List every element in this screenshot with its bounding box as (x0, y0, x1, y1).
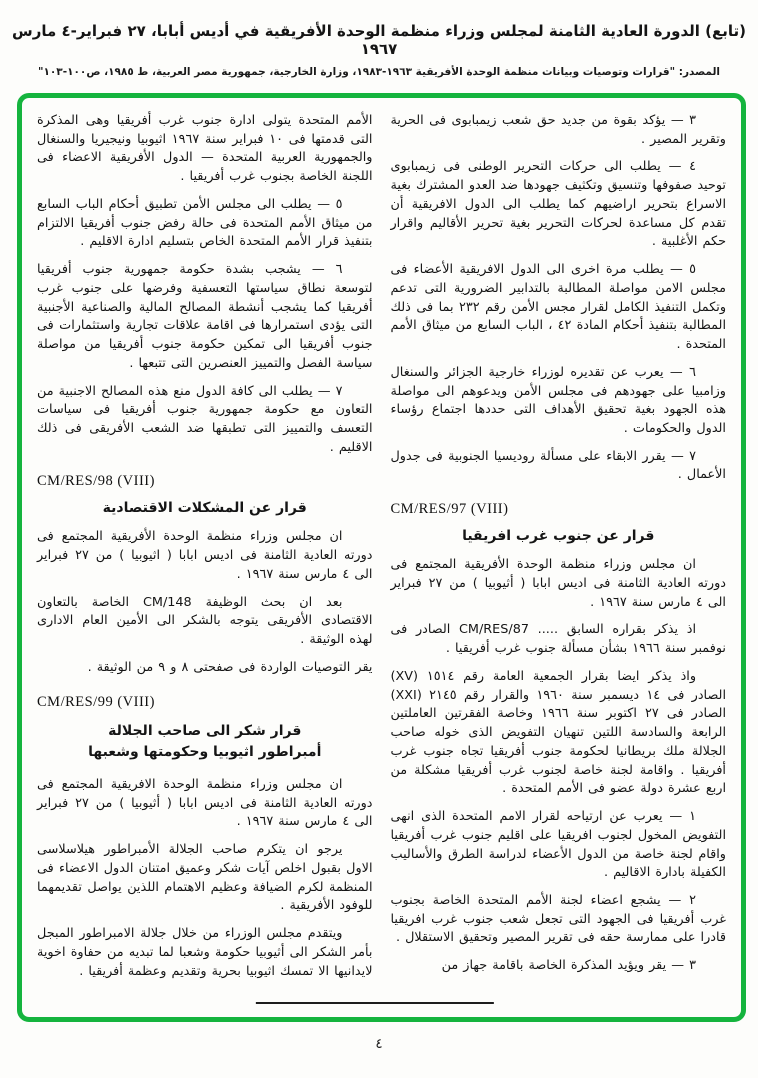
right-column (391, 112, 727, 1007)
paragraph: واذ يذكر ايضا بقرار الجمعية العامة رقم ١٥١٤ (XV) الصادر فى ١٤ ديسمبر سنة ١٩٦٠ والقرار رقم ٢١٤٥ (XXI) الصادر فى ٢٧ اكتوبر سنة ١٩٦٦ وخاصة الفقرتين العاملتين الرابعة والسادسة اللتين تنهيان التفويض الذى خوله صاحب الجلالة ملك بريطانيا لحكومة جنوب أفريقيا تجاه جنوب غرب أفريقيا . واقامة لجنة خاصة لجنوب غرب أفريقيا مشكلة من اربع عشرة دولة عضو فى الأمم المتحدة . (390, 668, 727, 797)
paragraph: الأمم المتحدة يتولى ادارة جنوب غرب أفريقيا وهى المذكرة التى قدمتها فى ١٠ فبراير سنة ١٩٦٧ اثيوبيا ونيجيريا والسنغال والجمهورية العربية المتحدة — الدول الأفريقية الاعضاء فى اللجنة الخاصة بجنوب غرب أفريقيا . (37, 113, 373, 185)
paragraph: ان مجلس وزراء منظمة الوحدة الأفريقية المجتمع فى دورته العادية الثامنة فى اديس ابابا ( أثيوبيا ) من ٢٧ فبراير الى ٤ مارس سنة ١٩٦٧ . (390, 557, 726, 610)
paragraph: ٥ — يطلب مرة اخرى الى الدول الافريقية الأعضاء فى مجلس الامن مواصلة المطالبة بالتدابير الضرورية التى تدعم وتكمل التنفيذ الكامل لقرار مجس الأمن رقم ٢٣٢ بما فى ذلك المطالبة بتنفيذ أحكام المادة ٤٢ ، الباب السابع من ميثاق الأمم المتحدة . (390, 262, 726, 353)
resolution-code-97: CM/RES/97 (VIII) (390, 501, 509, 518)
paragraph: ان مجلس وزراء منظمة الوحدة الافريقية المجتمع فى دورته العادية الثامنة فى اديس ابابا ( أثيوبيا ) من ٢٧ فبراير الى ٤ مارس سنة ١٩٦٧ . (37, 777, 373, 830)
paragraph: ٧ — يطلب الى كافة الدول منع هذه المصالح الاجنبية من التعاون مع حكومة جمهورية جنوب أفريقيا فى سياسات التعسف والتمييز التى تطبقها ضد الشعب الأفريقى فى ذلك الاقليم . (37, 383, 373, 455)
paragraph: ٧ — يقرر الابقاء على مسألة روديسيا الجنوبية فى جدول الأعمال . (390, 448, 726, 483)
resolution-code-99: CM/RES/99 (VIII) (37, 693, 155, 710)
paragraph: بعد ان بحث الوظيفة CM/148 الخاصة بالتعاون الاقتصادى الأفريقى يتوجه بالشكر الى الأمين العام الادارى لهذه الوثيقة . (37, 594, 373, 648)
paragraph: ٦ — يشجب بشدة حكومة جمهورية جنوب أفريقيا لتوسعة نطاق سياستها التعسفية وفرضها على جنوب غرب أفريقيا كما يشجب أنشطة المصالح المالية والصناعية الأجنبية التى يؤدى استمرارها فى اقامة علاقات تجارية واستثمارات فى جنوب أفريقيا الى تمكين حكومة جنوب أفريقيا من مواصلة سياسة الفصل والتمييز العنصرين التى تتبعها . (37, 262, 373, 371)
page-header-title: (تابع) الدورة العادية الثامنة لمجلس وزراء منظمة الوحدة الأفريقية في أديس أبابا، ٢٧ فبراير-٤ مارس ١٩٦٧ (12, 22, 746, 58)
paragraph: ٢ — يشجع اعضاء لجنة الأمم المتحدة الخاصة بجنوب غرب أفريقيا فى الجهود التى تجعل شعب جنوب غرب افريقيا قادرا على ممارسة حقه فى تقرير المصير وتحقيق الاستقلال . (390, 892, 726, 946)
paragraph: ان مجلس وزراء منظمة الوحدة الأفريقية المجتمع فى دورته العادية الثامنة فى اديس ابابا ( اثيوبيا ) من ٢٧ فبراير الى ٤ مارس سنة ١٩٦٧ . (37, 529, 373, 582)
two-column-layout (22, 98, 741, 1017)
paragraph: ٣ — يقر ويؤيد المذكرة الخاصة باقامة جهاز من (441, 958, 696, 974)
content-frame (17, 93, 746, 1022)
paragraph: ٦ — يعرب عن تقديره لوزراء خارجية الجزائر والسنغال وزامبيا على جهودهم فى مجلس الأمن ويدعوهم الى مواصلة هذه الجهود بغية تحقيق الأهداف التى حددها اجتماع رؤساء الدول والحكومات . (390, 364, 726, 437)
paragraph: ويتقدم مجلس الوزراء من خلال جلالة الامبراطور المبجل بأمر الشكر الى أثيوبيا حكومة وشعبا لما تبديه من حفاوة اخوية لايدانيها الا تمسك اثيوبيا بحرية وتقديم وعظمة أفريقيا . (37, 926, 373, 979)
paragraph: ٤ — يطلب الى حركات التحرير الوطنى فى زيمبابوى توحيد صفوفها وتنسيق وتكثيف جهودها ضد العدو المشترك بغية الاسراع بتحرير اراضيهم كما يطلب الى الدول الافريقية أن تقدم كل مساعدة لحركات التحرير بغية تحرير الأقاليم واقرار حكم الأغلبية . (390, 159, 726, 250)
paragraph: ٣ — يؤكد بقوة من جديد حق شعب زيمبابوى فى الحرية وتقرير المصير . (390, 113, 726, 147)
resolution-title-99 (37, 721, 373, 764)
paragraph: يقر التوصيات الواردة فى صفحتى ٨ و ٩ من الوثيقة . (87, 659, 373, 675)
page-header (0, 0, 758, 78)
left-column (37, 112, 373, 1007)
resolution-code-98: CM/RES/98 (VIII) (37, 473, 155, 490)
page-header-source: المصدر: "قرارات وتوصيات وبيانات منظمة الوحدة الأفريقية ١٩٦٣-١٩٨٣، وزارة الخارجية، جمهورية مصر العربية، ط ١٩٨٥، ص١٠٠-١٠٣" (38, 66, 720, 78)
paragraph: ٥ — يطلب الى مجلس الأمن تطبيق أحكام الباب السابع من ميثاق الأمم المتحدة فى حالة رفض جنوب أفريقيا الالتزام بتنفيذ قرار الأمم المتحدة الخاص بتسليم ادارة الاقليم . (37, 196, 373, 250)
paragraph: ١ — يعرب عن ارتياحه لقرار الامم المتحدة الذى انهى التفويض المخول لجنوب افريقيا على اقليم جنوب غرب أفريقيا واقام لجنة خاصة من الدول الأعضاء لدراسة الطرق والأساليب الكفيلة بادارة الاقاليم . (390, 809, 726, 881)
resolution-title-99-line2: أمبراطور اثيوبيا وحكومتها وشعبها (88, 744, 322, 761)
footnote-divider (255, 1002, 493, 1004)
paragraph: يرجو ان يتكرم صاحب الجلالة الأمبراطور هيلاسلاسى الاول بقبول اخلص آيات شكر وعميق امتنان الدول الاعضاء فى المنظمة لكرم الضيافة وعظيم الاهتمام اللذين يواصل تقديمهما للوفود الأفريقية . (37, 842, 373, 914)
resolution-title-99-line1: قرار شكر الى صاحب الجلالة (108, 722, 302, 739)
resolution-title-98: قرار عن المشكلات الاقتصادية (102, 500, 307, 517)
page-number: ٤ (375, 1036, 383, 1052)
paragraph: اذ يذكر بقراره السابق ..... CM/RES/87 الصادر فى نوفمبر سنة ١٩٦٦ بشأن مسألة جنوب غرب أفريقيا . (390, 622, 726, 657)
resolution-title-97: قرار عن جنوب غرب افريقيا (462, 528, 655, 545)
